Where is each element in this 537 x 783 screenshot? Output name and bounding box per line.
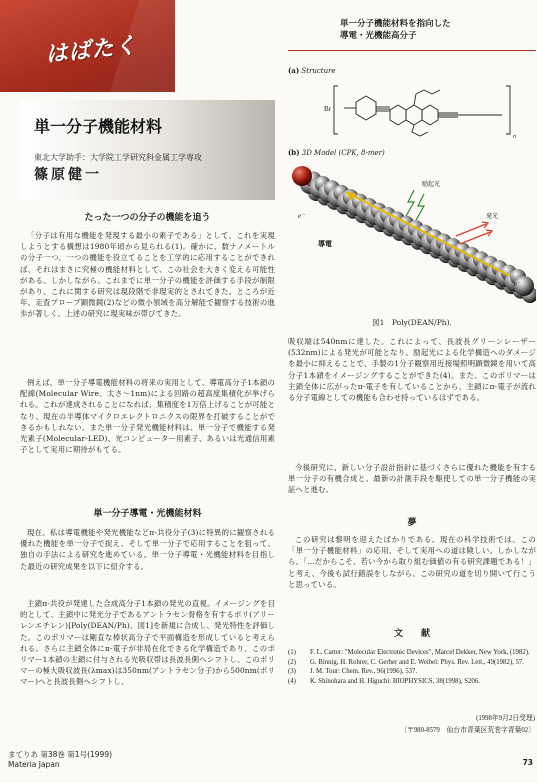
phenylene-ring bbox=[356, 96, 376, 120]
repeat-label: n bbox=[513, 134, 516, 140]
repeat-bracket-left bbox=[334, 86, 338, 134]
emit-label: 発光 bbox=[486, 213, 499, 220]
figure-header bbox=[340, 18, 451, 42]
body-paragraph: 今後研究に、新しい分子設計指針に基づくさらに優れた機能を有する単一分子の有機合成と、最新の計測手段を駆使しての単一分子機能の実証へと進む。 bbox=[288, 463, 536, 495]
journal-footer bbox=[8, 750, 112, 770]
electron-label-left: e⁻ bbox=[298, 212, 305, 220]
panel-b-title: 3D Model (CPK, 8-mer) bbox=[301, 149, 385, 157]
panel-a-letter: (a) bbox=[288, 66, 300, 75]
repeat-bracket-right bbox=[506, 86, 510, 134]
panel-b-label bbox=[288, 148, 385, 157]
section-heading-dream: 夢 bbox=[407, 518, 417, 528]
section-heading-intro: たった一つの分子の機能を追う bbox=[84, 213, 211, 223]
body-paragraph: 主鎖π-共役が発達した合成高分子1本鎖の発光の直視。イメージングを目的として、主鎖中に発光分子であるアントラセン骨格を有するポリ(アリーレンエチレン)[Poly(DEAN/Ph)、図1]を新規に合成し、発光特性を評価した。このポリマーは剛直な棒状高分子で平面構造を形成していると考えられる。さらに主鎖全体にπ-電子が非局在化できる化学構造であり、このポリマー1本鎖の主鎖に付与される光吸収帯は長波長側へシフトし、このポリマーの極大吸収波長(λmax)は350nm(アントラセン分子)から500nm(ポリマー)へと長波長側へシフトし、 bbox=[20, 599, 275, 687]
excitation-arrows bbox=[406, 190, 424, 220]
alkyl-chain bbox=[412, 125, 428, 136]
author-affiliation: 東北大学助手：大学院工学研究科金属工学専攻 bbox=[34, 153, 202, 162]
reference-item: (3) J. M. Tour: Chem. Rev., 96(1996), 537. bbox=[288, 668, 418, 676]
conduct-label: 導電 bbox=[318, 240, 332, 248]
section-heading-materials: 単一分子導電・光機能材料 bbox=[93, 509, 202, 519]
electron-label-right: e⁻ bbox=[514, 280, 521, 288]
right-column bbox=[288, 0, 537, 783]
panel-a-label bbox=[288, 66, 336, 75]
section-heading-references: 文 献 bbox=[393, 629, 430, 639]
anthracene-ring bbox=[390, 105, 406, 125]
alkyl-chain bbox=[414, 90, 440, 105]
article-title-block bbox=[20, 100, 275, 200]
excite-label: 励起光 bbox=[422, 181, 441, 188]
cpk-model-diagram bbox=[288, 158, 536, 306]
body-paragraph: この研究は黎明を迎えたばかりである。現在の科学技術では、この「単一分子機能材料」の応用、そして実用への道は険しい。しかしながら、「…だからこそ、若い今から取り組む価値の有る研究課題である！」と考え、今後も試行錯誤をしながら、この研究の道を切り開いて行こうと思っている。 bbox=[288, 535, 536, 589]
body-paragraph: 現在、私は導電機能や発光機能などπ-共役分子(3)に特異的に観察される優れた機能を単一分子で捉え、そして単一分子で応用することを狙って、独自の手法による研究を進めている。単一分子導電・光機能材料を目指した最近の研究成果を以下に紹介する。 bbox=[20, 528, 275, 571]
received-date: (1998年9月2日受理) bbox=[476, 715, 535, 722]
bromine-atom bbox=[292, 166, 312, 186]
journal-name-jp: まてりあ 第38巻 第1号(1999) bbox=[8, 750, 113, 759]
panel-b-letter: (b) bbox=[288, 148, 300, 157]
reference-item: (4) K. Shinohara and H. Higuchi: BIOPHYSICS, 38(1998), S206. bbox=[288, 677, 480, 685]
bromine-label: Br bbox=[324, 105, 331, 113]
header-rule bbox=[288, 50, 536, 51]
reference-item: (1) F. L. Carter: "Molecular Electronic Devices", Marcel Dekker, New York, (1982). bbox=[288, 649, 530, 656]
anthracene-ring bbox=[406, 105, 422, 125]
figure-caption: 図1 Poly(DEAN/Ph). bbox=[372, 318, 452, 327]
chemical-structure-diagram bbox=[288, 80, 536, 142]
author-address: 〔〒980-8579 仙台市青葉区荒巻字青葉02〕 bbox=[400, 727, 535, 734]
anthracene-ring bbox=[422, 105, 438, 125]
section-banner bbox=[0, 0, 175, 92]
banner-title: はばたく bbox=[44, 33, 139, 68]
polymer-chain bbox=[292, 166, 536, 303]
article-title: 単一分子機能材料 bbox=[34, 117, 163, 136]
panel-a-title: Structure bbox=[301, 67, 336, 75]
reference-item: (2) G. Binnig, H. Rohrer, C. Gerber and E. Weibel: Phys. Rev. Lett., 49(1982), 57. bbox=[288, 658, 525, 666]
reference-list bbox=[288, 648, 536, 686]
body-paragraph: 「分子は有用な機能を発現する最小の素子である」として、これを実現しようとする構想は1980年頃から見られる(1)。確かに、数ナノメートルの分子一つ、一つの機能を役立てることを工学的に応用することができれば、それはまさに究極の機能材料として、この社会を大きく変える可能性がある。しかしながら、これまでに単一分子の機能を評価する手段が制限があり、これに関する研究は現段階で非現実的とされてきた。ところが近年、走査プローブ顕微鏡(2)などの微小領域を高分解能で観察する技術の進歩が著しく、上述の研究に現実味が帯びてきた。 bbox=[20, 231, 275, 319]
page-number: 73 bbox=[522, 758, 533, 767]
author-name: 篠原健一 bbox=[34, 167, 102, 183]
figure-header-line: 単一分子機能材料を指向した bbox=[340, 19, 451, 29]
body-paragraph: 吸収端は540nmに達した。これによって、長波長グリーンレーザー(532nm)による発光が可能となり、励起光による化学構造へのダメージを最小に抑えることで、手製の1分子観察用近接場照明顕微鏡を用いて高分子1本鎖をイメージングすることができた(4)。また、このポリマーは主鎖全体に広がったπ-電子を有していることから、主鎖にπ-電子が流れる分子電線としての機能も合わせ持っているはずである。 bbox=[288, 337, 536, 403]
emission-arrows bbox=[456, 222, 492, 244]
journal-name-en: Materia Japan bbox=[8, 760, 60, 769]
body-paragraph: 例えば、単一分子導電機能材料の将来の実用として、導電高分子1本鎖の配線(Molecular Wire、太さ～1nm)による回路の超高度集積化が挙げられる。これが達成されることになれば、集積度を1万倍上げることが可能となり、現在の半導体マイクロエレクトロニクスの限界を打破することができるかもしれない。また単一分子発光機能材料は、単一分子で機能する発光素子(Molecular-LED)、光コンピューター用素子、あるいは光通信用素子として実用に期待がもてる。 bbox=[20, 378, 275, 455]
figure-header-line: 導電・光機能高分子 bbox=[340, 31, 417, 41]
